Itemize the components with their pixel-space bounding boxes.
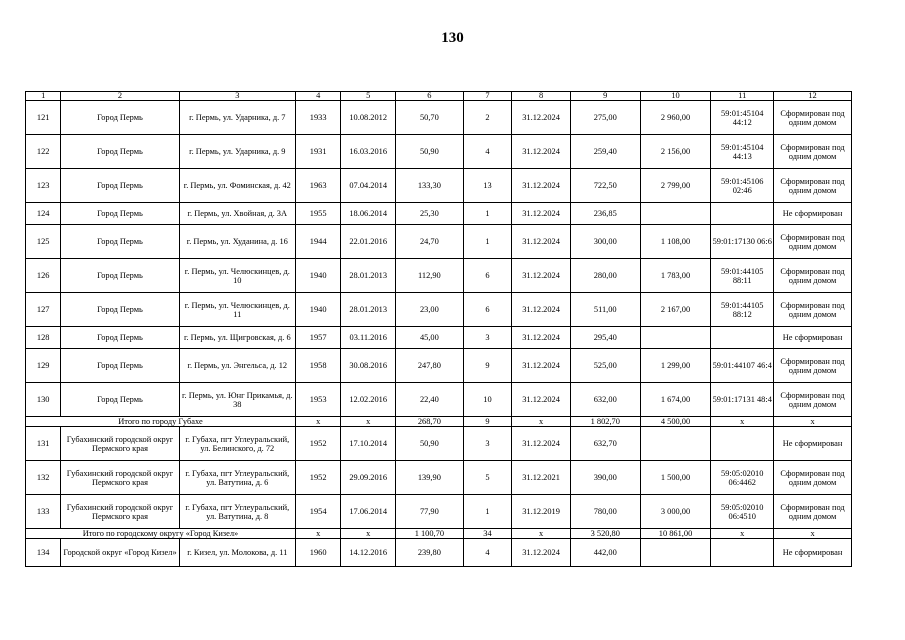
cost-cell: 722,50 [570, 169, 640, 203]
row-number-cell: 123 [26, 169, 61, 203]
table-row [26, 327, 852, 349]
deadline-cell: 31.12.2024 [512, 427, 571, 461]
area-cell: 24,70 [396, 225, 464, 259]
table-row [26, 101, 852, 135]
page-number: 130 [441, 30, 464, 46]
column-number-cell: 8 [512, 92, 571, 101]
address-cell: г. Пермь, ул. Худанина, д. 16 [179, 225, 295, 259]
residents-cell: 3 [463, 427, 512, 461]
cadastral-number-cell [711, 203, 774, 225]
cadastral-number-cell [711, 427, 774, 461]
land-status-cell: Сформирован под одним домом [774, 383, 852, 417]
address-cell: г. Кизел, ул. Молокова, д. 11 [179, 539, 295, 567]
row-number-cell: 130 [26, 383, 61, 417]
subtotal-value: x [512, 417, 571, 427]
column-number-cell: 10 [640, 92, 711, 101]
land-status-cell: Сформирован под одним домом [774, 293, 852, 327]
column-number-cell: 5 [341, 92, 396, 101]
cadastral-number-cell [711, 327, 774, 349]
address-cell: г. Пермь, ул. Ударника, д. 9 [179, 135, 295, 169]
date-cell: 30.08.2016 [341, 349, 396, 383]
year-built-cell: 1955 [295, 203, 340, 225]
land-status-cell: Сформирован под одним домом [774, 135, 852, 169]
address-cell: г. Пермь, ул. Челюскинцев, д. 10 [179, 259, 295, 293]
row-number-cell: 122 [26, 135, 61, 169]
area-cell: 247,80 [396, 349, 464, 383]
column-number-cell: 11 [711, 92, 774, 101]
address-cell: г. Пермь, ул. Челюскинцев, д. 11 [179, 293, 295, 327]
municipality-cell: Город Пермь [61, 225, 179, 259]
cost-cell: 511,00 [570, 293, 640, 327]
column-number-cell: 12 [774, 92, 852, 101]
column-number-cell: 4 [295, 92, 340, 101]
deadline-cell: 31.12.2024 [512, 135, 571, 169]
cadastral-number-cell: 59:01:45106 02:46 [711, 169, 774, 203]
date-cell: 29.09.2016 [341, 461, 396, 495]
address-cell: г. Пермь, ул. Ударника, д. 7 [179, 101, 295, 135]
area-cell: 112,90 [396, 259, 464, 293]
residents-cell: 3 [463, 327, 512, 349]
cadastral-number-cell: 59:01:17130 06:6 [711, 225, 774, 259]
year-built-cell: 1952 [295, 461, 340, 495]
deadline-cell: 31.12.2024 [512, 327, 571, 349]
address-cell: г. Пермь, ул. Фоминская, д. 42 [179, 169, 295, 203]
deadline-cell: 31.12.2024 [512, 225, 571, 259]
land-status-cell: Не сформирован [774, 539, 852, 567]
area-cell: 25,30 [396, 203, 464, 225]
cadastral-number-cell [711, 539, 774, 567]
deadline-cell: 31.12.2024 [512, 101, 571, 135]
land-status-cell: Сформирован под одним домом [774, 495, 852, 529]
row-number-cell: 134 [26, 539, 61, 567]
date-cell: 28.01.2013 [341, 259, 396, 293]
row-number-cell: 127 [26, 293, 61, 327]
deadline-cell: 31.12.2024 [512, 203, 571, 225]
cost-cell: 259,40 [570, 135, 640, 169]
table-row [26, 461, 852, 495]
municipality-cell: Город Пермь [61, 259, 179, 293]
row-number-cell: 129 [26, 349, 61, 383]
subtotal-value: 1 100,70 [396, 529, 464, 539]
cost-cell: 780,00 [570, 495, 640, 529]
year-built-cell: 1958 [295, 349, 340, 383]
municipality-cell: Губахинский городской округ Пермского края [61, 461, 179, 495]
housing-registry-table [25, 91, 852, 567]
subtotal-value: x [512, 529, 571, 539]
land-status-cell: Сформирован под одним домом [774, 461, 852, 495]
land-status-cell: Сформирован под одним домом [774, 225, 852, 259]
address-cell: г. Губаха, пгт Углеуральский, ул. Ватутина, д. 8 [179, 495, 295, 529]
year-built-cell: 1957 [295, 327, 340, 349]
address-cell: г. Пермь, ул. Щигровская, д. 6 [179, 327, 295, 349]
subtotal-label: Итого по городскому округу «Город Кизел» [26, 529, 296, 539]
area-cell: 50,70 [396, 101, 464, 135]
land-area-cell: 1 674,00 [640, 383, 711, 417]
date-cell: 14.12.2016 [341, 539, 396, 567]
deadline-cell: 31.12.2024 [512, 259, 571, 293]
residents-cell: 4 [463, 135, 512, 169]
cadastral-number-cell: 59:01:45104 44:12 [711, 101, 774, 135]
land-area-cell: 1 108,00 [640, 225, 711, 259]
residents-cell: 13 [463, 169, 512, 203]
area-cell: 22,40 [396, 383, 464, 417]
date-cell: 17.10.2014 [341, 427, 396, 461]
area-cell: 45,00 [396, 327, 464, 349]
residents-cell: 5 [463, 461, 512, 495]
land-status-cell: Сформирован под одним домом [774, 259, 852, 293]
cadastral-number-cell: 59:01:17131 48:4 [711, 383, 774, 417]
area-cell: 133,30 [396, 169, 464, 203]
cost-cell: 525,00 [570, 349, 640, 383]
row-number-cell: 124 [26, 203, 61, 225]
subtotal-value: x [295, 417, 340, 427]
land-status-cell: Сформирован под одним домом [774, 169, 852, 203]
municipality-cell: Город Пермь [61, 169, 179, 203]
municipality-cell: Город Пермь [61, 383, 179, 417]
residents-cell: 6 [463, 293, 512, 327]
column-number-cell: 7 [463, 92, 512, 101]
row-number-cell: 128 [26, 327, 61, 349]
cadastral-number-cell: 59:01:44105 88:11 [711, 259, 774, 293]
table-row [26, 427, 852, 461]
area-cell: 139,90 [396, 461, 464, 495]
cost-cell: 632,00 [570, 383, 640, 417]
area-cell: 50,90 [396, 427, 464, 461]
subtotal-value: x [711, 529, 774, 539]
deadline-cell: 31.12.2024 [512, 539, 571, 567]
table-row [26, 495, 852, 529]
deadline-cell: 31.12.2024 [512, 383, 571, 417]
address-cell: г. Пермь, ул. Энгельса, д. 12 [179, 349, 295, 383]
column-number-cell: 9 [570, 92, 640, 101]
subtotal-value: 3 520,80 [570, 529, 640, 539]
year-built-cell: 1940 [295, 293, 340, 327]
column-number-cell: 3 [179, 92, 295, 101]
subtotal-value: 34 [463, 529, 512, 539]
cost-cell: 300,00 [570, 225, 640, 259]
table-row [26, 293, 852, 327]
deadline-cell: 31.12.2024 [512, 349, 571, 383]
date-cell: 12.02.2016 [341, 383, 396, 417]
municipality-cell: Город Пермь [61, 135, 179, 169]
land-area-cell: 2 960,00 [640, 101, 711, 135]
year-built-cell: 1963 [295, 169, 340, 203]
date-cell: 22.01.2016 [341, 225, 396, 259]
date-cell: 16.03.2016 [341, 135, 396, 169]
table-row [26, 259, 852, 293]
address-cell: г. Губаха, пгт Углеуральский, ул. Ватутина, д. 6 [179, 461, 295, 495]
residents-cell: 10 [463, 383, 512, 417]
subtotal-value: x [341, 417, 396, 427]
land-area-cell: 1 783,00 [640, 259, 711, 293]
column-number-row [26, 92, 852, 101]
deadline-cell: 31.12.2024 [512, 293, 571, 327]
residents-cell: 1 [463, 225, 512, 259]
residents-cell: 6 [463, 259, 512, 293]
land-area-cell [640, 427, 711, 461]
land-area-cell [640, 327, 711, 349]
cadastral-number-cell: 59:01:45104 44:13 [711, 135, 774, 169]
year-built-cell: 1944 [295, 225, 340, 259]
cost-cell: 275,00 [570, 101, 640, 135]
subtotal-label: Итого по городу Губахе [26, 417, 296, 427]
municipality-cell: Губахинский городской округ Пермского края [61, 495, 179, 529]
area-cell: 23,00 [396, 293, 464, 327]
cadastral-number-cell: 59:05:02010 06:4510 [711, 495, 774, 529]
land-area-cell [640, 203, 711, 225]
cost-cell: 632,70 [570, 427, 640, 461]
area-cell: 77,90 [396, 495, 464, 529]
table-row [26, 349, 852, 383]
residents-cell: 4 [463, 539, 512, 567]
date-cell: 03.11.2016 [341, 327, 396, 349]
year-built-cell: 1960 [295, 539, 340, 567]
residents-cell: 1 [463, 495, 512, 529]
municipality-cell: Город Пермь [61, 101, 179, 135]
residents-cell: 2 [463, 101, 512, 135]
cost-cell: 280,00 [570, 259, 640, 293]
land-status-cell: Сформирован под одним домом [774, 349, 852, 383]
column-number-cell: 1 [26, 92, 61, 101]
area-cell: 50,90 [396, 135, 464, 169]
subtotal-value: 4 500,00 [640, 417, 711, 427]
table-row [26, 169, 852, 203]
year-built-cell: 1940 [295, 259, 340, 293]
address-cell: г. Пермь, ул. Юнг Прикамья, д. 38 [179, 383, 295, 417]
land-area-cell [640, 539, 711, 567]
date-cell: 18.06.2014 [341, 203, 396, 225]
land-area-cell: 1 500,00 [640, 461, 711, 495]
row-number-cell: 126 [26, 259, 61, 293]
area-cell: 239,80 [396, 539, 464, 567]
land-status-cell: Не сформирован [774, 203, 852, 225]
cadastral-number-cell: 59:01:44107 46:4 [711, 349, 774, 383]
deadline-cell: 31.12.2021 [512, 461, 571, 495]
cost-cell: 295,40 [570, 327, 640, 349]
municipality-cell: Город Пермь [61, 293, 179, 327]
column-number-cell: 6 [396, 92, 464, 101]
subtotal-row [26, 529, 852, 539]
subtotal-value: 9 [463, 417, 512, 427]
subtotal-value: 268,70 [396, 417, 464, 427]
row-number-cell: 133 [26, 495, 61, 529]
cost-cell: 390,00 [570, 461, 640, 495]
cadastral-number-cell: 59:01:44105 88:12 [711, 293, 774, 327]
deadline-cell: 31.12.2024 [512, 169, 571, 203]
year-built-cell: 1931 [295, 135, 340, 169]
cadastral-number-cell: 59:05:02010 06:4462 [711, 461, 774, 495]
cost-cell: 236,85 [570, 203, 640, 225]
address-cell: г. Губаха, пгт Углеуральский, ул. Белинского, д. 72 [179, 427, 295, 461]
municipality-cell: Город Пермь [61, 327, 179, 349]
row-number-cell: 132 [26, 461, 61, 495]
subtotal-value: x [774, 417, 852, 427]
subtotal-row [26, 417, 852, 427]
land-status-cell: Не сформирован [774, 427, 852, 461]
row-number-cell: 121 [26, 101, 61, 135]
land-area-cell: 2 156,00 [640, 135, 711, 169]
land-status-cell: Не сформирован [774, 327, 852, 349]
date-cell: 10.08.2012 [341, 101, 396, 135]
row-number-cell: 125 [26, 225, 61, 259]
table-row [26, 135, 852, 169]
land-area-cell: 1 299,00 [640, 349, 711, 383]
subtotal-value: x [774, 529, 852, 539]
year-built-cell: 1933 [295, 101, 340, 135]
address-cell: г. Пермь, ул. Хвойная, д. 3А [179, 203, 295, 225]
subtotal-value: 10 861,00 [640, 529, 711, 539]
municipality-cell: Губахинский городской округ Пермского края [61, 427, 179, 461]
year-built-cell: 1953 [295, 383, 340, 417]
year-built-cell: 1954 [295, 495, 340, 529]
municipality-cell: Городской округ «Город Кизел» [61, 539, 179, 567]
municipality-cell: Город Пермь [61, 203, 179, 225]
table-row [26, 203, 852, 225]
date-cell: 17.06.2014 [341, 495, 396, 529]
land-area-cell: 2 799,00 [640, 169, 711, 203]
deadline-cell: 31.12.2019 [512, 495, 571, 529]
subtotal-value: x [295, 529, 340, 539]
land-area-cell: 3 000,00 [640, 495, 711, 529]
date-cell: 07.04.2014 [341, 169, 396, 203]
row-number-cell: 131 [26, 427, 61, 461]
residents-cell: 1 [463, 203, 512, 225]
residents-cell: 9 [463, 349, 512, 383]
land-area-cell: 2 167,00 [640, 293, 711, 327]
subtotal-value: 1 802,70 [570, 417, 640, 427]
date-cell: 28.01.2013 [341, 293, 396, 327]
column-number-cell: 2 [61, 92, 179, 101]
table-row [26, 225, 852, 259]
table-row [26, 383, 852, 417]
cost-cell: 442,00 [570, 539, 640, 567]
subtotal-value: x [711, 417, 774, 427]
municipality-cell: Город Пермь [61, 349, 179, 383]
table-row [26, 539, 852, 567]
subtotal-value: x [341, 529, 396, 539]
year-built-cell: 1952 [295, 427, 340, 461]
land-status-cell: Сформирован под одним домом [774, 101, 852, 135]
